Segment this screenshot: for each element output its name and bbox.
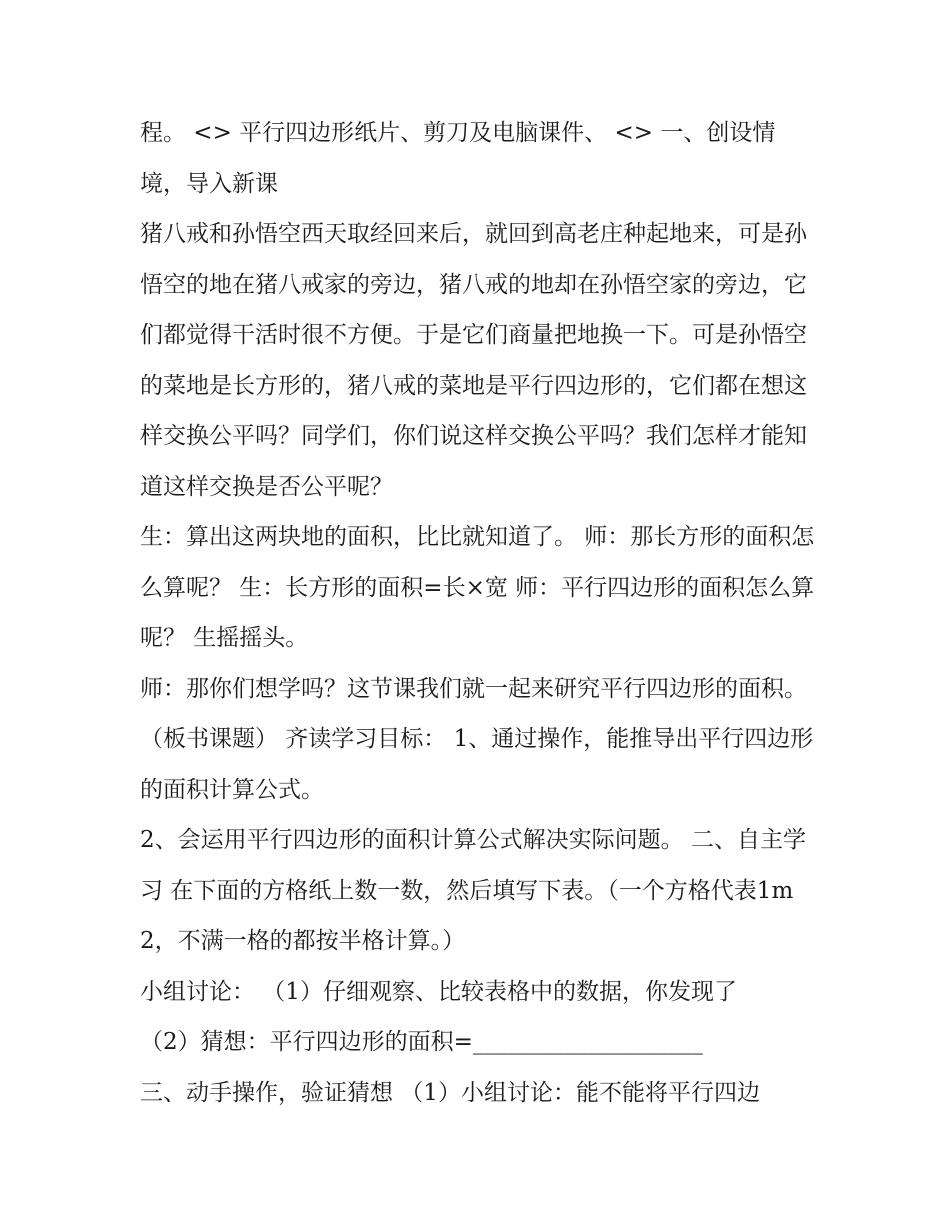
paragraph-objectives: 师：那你们想学吗？这节课我们就一起来研究平行四边形的面积。（板书课题） 齐读学习目标： 1、通过操作，能推导出平行四边形的面积计算公式。 — [140, 675, 814, 803]
paragraph-materials-intro: 程。 <> 平行四边形纸片、剪刀及电脑课件、 <> 一、创设情境，导入新课 — [140, 120, 776, 197]
paragraph-dialogue: 生：算出这两块地的面积，比比就知道了。 师：那长方形的面积怎么算呢？ 生：长方形的面积=长×宽 师：平行四边形的面积怎么算呢？ 生摇摇头。 — [140, 524, 815, 651]
paragraph-hands-on: 三、动手操作，验证猜想 （1）小组讨论：能不能将平行四边 — [140, 1079, 760, 1106]
paragraph-conjecture: （2）猜想：平行四边形的面积=____________________ — [140, 1029, 703, 1055]
paragraph-group-discussion: 小组讨论： （1）仔细观察、比较表格中的数据，你发现了 — [140, 978, 737, 1005]
document-body — [140, 108, 820, 1118]
paragraph-story: 猪八戒和孙悟空西天取经回来后，就回到高老庄种起地来，可是孙悟空的地在猪八戒家的旁边，猪八戒的地却在孙悟空家的旁边，它们都觉得干活时很不方便。于是它们商量把地换一下。可是孙悟空的菜地是长方形的，猪八戒的菜地是平行四边形的，它们都在想这样交换公平吗？同学们，你们说这样交换公平吗？我们怎样才能知道这样交换是否公平呢？ — [140, 221, 807, 500]
paragraph-self-study: 2、会运用平行四边形的面积计算公式解决实际问题。 二、自主学习 在下面的方格纸上数一数，然后填写下表。（一个方格代表1m2，不满一格的都按半格计算。） — [140, 827, 806, 954]
